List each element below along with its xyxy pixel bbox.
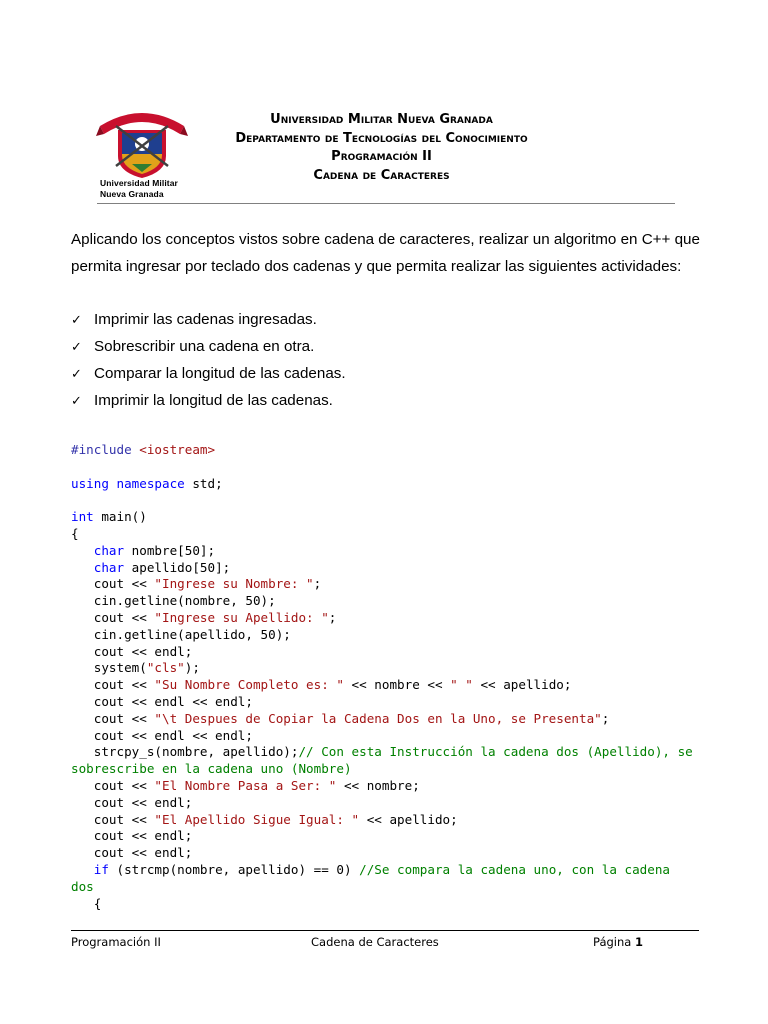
code-token: cin.getline(apellido, 50); — [71, 626, 291, 642]
checkmark-icon: ✓ — [71, 313, 82, 328]
course-name: Programación II — [331, 149, 432, 164]
footer-divider — [71, 930, 699, 931]
code-line — [71, 728, 711, 745]
code-line — [71, 795, 711, 812]
code-token: //Se compara la cadena uno, con la cadena — [359, 861, 671, 877]
code-token: using — [71, 475, 109, 491]
code-token: "El Apellido Sigue Igual: " — [154, 811, 360, 827]
code-token: << apellido; — [359, 811, 458, 827]
code-token: cout << — [71, 609, 155, 625]
footer-course: Programación II — [71, 935, 161, 949]
code-token: "El Nombre Pasa a Ser: " — [154, 777, 337, 793]
checklist-item — [71, 387, 671, 414]
code-line — [71, 476, 711, 493]
code-token: // Con esta Instrucción la cadena dos (Apellido), se — [298, 744, 693, 760]
code-token: cout << endl; — [71, 828, 193, 844]
code-token: namespace — [116, 475, 185, 491]
code-token: "\t Despues de Copiar la Cadena Dos en la Uno, se Presenta" — [154, 710, 602, 726]
code-line — [71, 694, 711, 711]
code-token: ); — [184, 660, 200, 676]
code-listing — [71, 442, 711, 912]
footer-page-label: Página — [593, 935, 632, 949]
checklist-item-text: Comparar la longitud de las cadenas. — [94, 365, 346, 382]
code-token: { — [71, 525, 79, 541]
code-token: ; — [328, 609, 337, 625]
code-line — [71, 627, 711, 644]
code-token: cout << — [71, 677, 155, 693]
activity-checklist — [71, 306, 671, 414]
code-line — [71, 610, 711, 627]
code-token: " " — [450, 677, 473, 693]
code-token: #include — [71, 442, 140, 457]
code-line — [71, 896, 711, 913]
code-line — [71, 509, 711, 526]
checklist-item — [71, 360, 671, 387]
code-token: << apellido; — [472, 677, 572, 693]
checklist-item-text: Imprimir la longitud de las cadenas. — [94, 392, 333, 409]
code-token: ; — [601, 710, 610, 726]
code-token: ; — [313, 576, 322, 592]
code-token: char — [93, 542, 125, 558]
code-token: strcpy_s(nombre, apellido); — [71, 744, 299, 760]
checkmark-icon: ✓ — [71, 367, 82, 382]
code-token: cout << endl << endl; — [71, 727, 253, 743]
document-header — [185, 111, 578, 185]
checklist-item — [71, 333, 671, 360]
university-crest-icon — [96, 104, 188, 180]
code-token: cout << — [71, 576, 155, 592]
code-token: cout << — [71, 777, 155, 793]
code-token — [71, 560, 94, 575]
code-line — [71, 828, 711, 845]
footer-page-number: 1 — [634, 935, 643, 949]
checklist-item-text: Imprimir las cadenas ingresadas. — [94, 311, 317, 328]
checklist-item — [71, 306, 671, 333]
code-token: dos — [71, 878, 94, 894]
code-token: << nombre << — [343, 677, 451, 693]
code-token: cout << endl; — [71, 794, 193, 810]
code-token: cout << endl << endl; — [71, 693, 253, 709]
checkmark-icon: ✓ — [71, 394, 82, 409]
code-token: << nombre; — [336, 777, 420, 793]
code-token: { — [71, 895, 102, 911]
code-token — [71, 862, 94, 877]
footer-topic: Cadena de Caracteres — [311, 935, 439, 949]
footer-page — [593, 935, 643, 949]
code-line — [71, 593, 711, 610]
header-divider — [97, 203, 675, 204]
code-line — [71, 761, 711, 778]
code-token: "cls" — [146, 660, 185, 676]
code-token: int — [71, 509, 94, 525]
logo-caption — [100, 178, 190, 200]
logo-caption-line1: Universidad Militar — [100, 178, 178, 188]
code-token: std; — [184, 475, 223, 491]
code-token: main() — [93, 509, 147, 525]
code-token: apellido[50]; — [124, 559, 231, 575]
code-line — [71, 526, 711, 543]
code-token: nombre[50]; — [124, 542, 216, 558]
code-line — [71, 845, 711, 862]
code-line — [71, 677, 711, 694]
code-line — [71, 862, 711, 879]
code-line — [71, 711, 711, 728]
topic-title: Cadena de Caracteres — [313, 167, 450, 183]
code-token: cout << — [71, 811, 155, 827]
code-line — [71, 442, 711, 459]
code-line — [71, 879, 711, 896]
code-token: cout << — [71, 710, 155, 726]
code-line — [71, 644, 711, 661]
code-token: char — [93, 559, 125, 575]
code-line — [71, 560, 711, 577]
university-name: Universidad Militar Nueva Granada — [270, 112, 493, 127]
code-line — [71, 812, 711, 829]
code-token — [109, 476, 117, 491]
code-line — [71, 660, 711, 677]
code-token: <iostream> — [139, 442, 216, 457]
code-token: system( — [71, 660, 147, 676]
intro-paragraph: Aplicando los conceptos vistos sobre cadena de caracteres, realizar un algoritmo en C++ que permita ingresar por teclado dos cadenas y que permita realizar las siguientes actividades: — [71, 231, 700, 275]
code-token: (strcmp(nombre, apellido) == 0) — [108, 861, 360, 877]
code-token: "Su Nombre Completo es: " — [154, 677, 344, 693]
logo-caption-line2: Nueva Granada — [100, 189, 164, 199]
code-line — [71, 744, 711, 761]
department-name: Departamento de Tecnologías del Conocimiento — [235, 130, 528, 146]
code-token: cout << endl; — [71, 643, 193, 659]
code-line — [71, 492, 711, 509]
code-line — [71, 576, 711, 593]
code-token: sobrescribe en la cadena uno (Nombre) — [71, 761, 352, 777]
code-line — [71, 459, 711, 476]
page-footer — [71, 935, 699, 951]
checkmark-icon: ✓ — [71, 340, 82, 355]
code-token — [71, 543, 94, 558]
code-line — [71, 543, 711, 560]
code-token: "Ingrese su Nombre: " — [154, 576, 314, 592]
code-token: cout << endl; — [71, 845, 193, 861]
code-token: cin.getline(nombre, 50); — [71, 593, 276, 609]
code-line — [71, 778, 711, 795]
checklist-item-text: Sobrescribir una cadena en otra. — [94, 338, 315, 355]
code-token: "Ingrese su Apellido: " — [154, 609, 329, 625]
code-token: if — [93, 861, 109, 877]
